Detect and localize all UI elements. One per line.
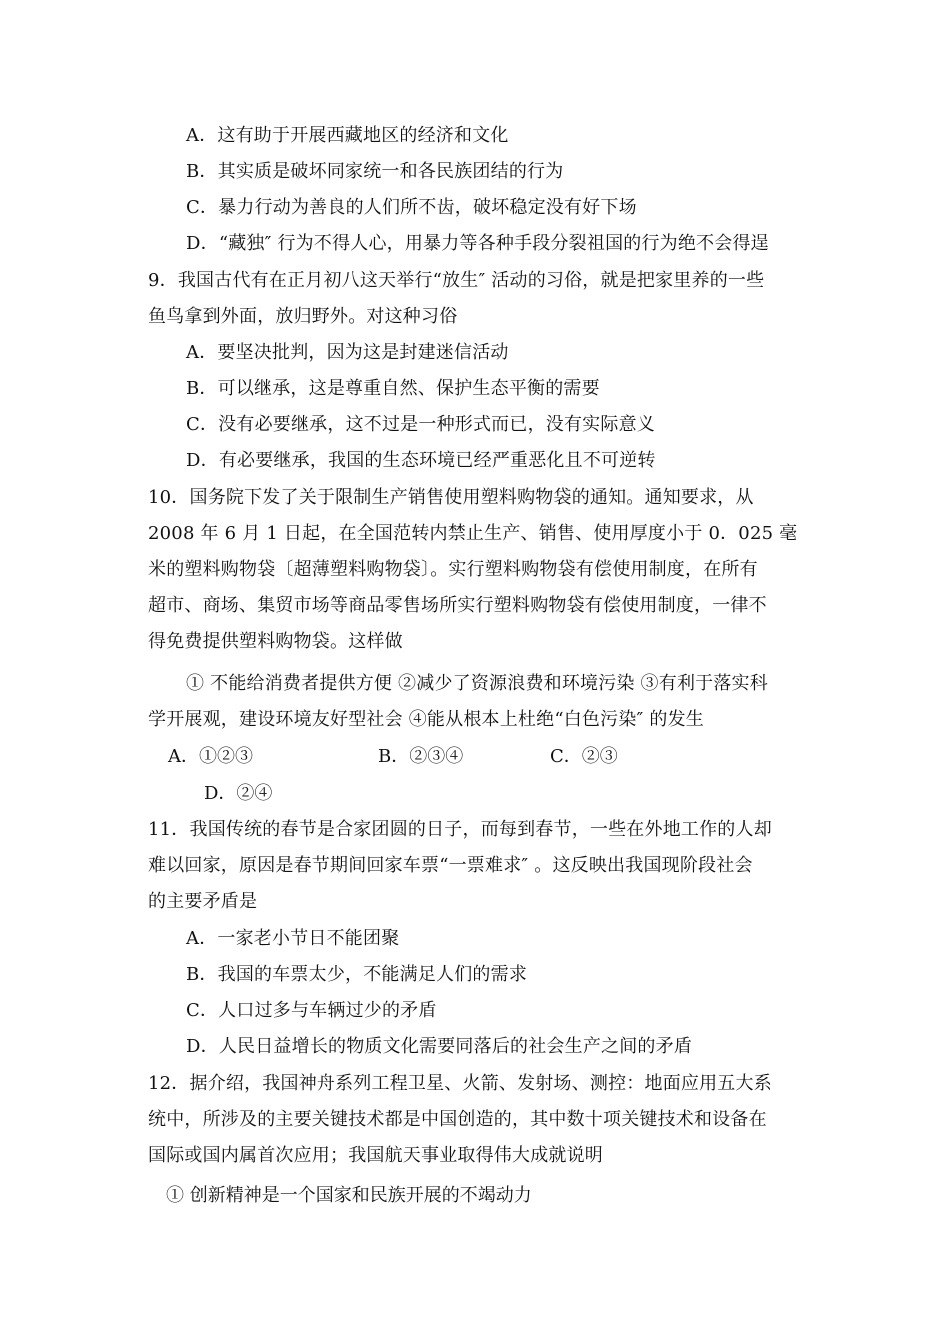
q12-statement-1: ① 创新精神是一个国家和民族开展的不竭动力 (166, 1185, 532, 1206)
q10-stem-line-3: 米的塑料购物袋〔超薄塑料购物袋〕。实行塑料购物袋有偿使用制度，在所有 (148, 559, 758, 580)
q10-stem-line-4: 超市、商场、集贸市场等商品零售场所实行塑料购物袋有偿使用制度，一律不 (148, 595, 767, 616)
q9-option-a: A．要坚决批判，因为这是封建迷信活动 (186, 342, 509, 363)
q8-option-a: A．这有助于开展西藏地区的经济和文化 (186, 125, 509, 146)
q10-statements-line-1: ① 不能给消费者提供方便 ②减少了资源浪费和环境污染 ③有利于落实科 (186, 673, 768, 694)
q8-option-d: D．“藏独″ 行为不得人心，用暴力等各种手段分裂祖国的行为绝不会得逞 (186, 233, 769, 254)
q10-stem-line-5: 得免费提供塑料购物袋。这样做 (148, 631, 403, 652)
q9-stem-line-1: 9．我国古代有在正月初八这天举行“放生″ 活动的习俗，就是把家里养的一些 (148, 270, 765, 291)
q10-stem-line-2: 2008 年 6 月 1 日起，在全国范转内禁止生产、销售、使用厚度小于 0．025 毫 (148, 523, 798, 544)
q12-stem-line-1: 12．据介绍，我国神舟系列工程卫星、火箭、发射场、测控：地面应用五大系 (148, 1073, 772, 1094)
q8-option-b: B．其实质是破坏同家统一和各民族团结的行为 (186, 161, 564, 182)
q11-stem-line-3: 的主要矛盾是 (148, 891, 258, 912)
q12-stem-line-3: 国际或国内属首次应用；我国航天事业取得伟大成就说明 (148, 1145, 603, 1166)
q9-option-b: B．可以继承，这是尊重自然、保护生态平衡的需要 (186, 378, 600, 399)
q11-option-b: B．我国的车票太少，不能满足人们的需求 (186, 964, 528, 985)
q12-stem-line-2: 统中，所涉及的主要关键技术都是中国创造的，其中数十项关键技术和设备在 (148, 1109, 767, 1130)
q9-option-c: C．没有必要继承，这不过是一种形式而已，没有实际意义 (186, 414, 655, 435)
q11-option-c: C．人口过多与车辆过少的矛盾 (186, 1000, 437, 1021)
q11-option-d: D．人民日益增长的物质文化需要同落后的社会生产之间的矛盾 (186, 1036, 693, 1057)
q10-stem-line-1: 10．国务院下发了关于限制生产销售使用塑料购物袋的通知。通知要求，从 (148, 487, 754, 508)
q11-option-a: A．一家老小节日不能团聚 (186, 928, 400, 949)
q10-option-a: A．①②③ (168, 746, 253, 767)
q11-stem-line-1: 11．我国传统的春节是合家团圆的日子，而每到春节，一些在外地工作的人却 (148, 819, 772, 840)
q8-option-c: C．暴力行动为善良的人们所不齿，破坏稳定没有好下场 (186, 197, 637, 218)
q10-option-b: B．②③④ (378, 746, 464, 767)
q9-option-d: D．有必要继承，我国的生态环境已经严重恶化且不可逆转 (186, 450, 656, 471)
q11-stem-line-2: 难以回家，原因是春节期间回家车票“一票难求″ 。这反映出我国现阶段社会 (148, 855, 753, 876)
q10-option-d: D．②④ (204, 783, 273, 804)
q9-stem-line-2: 鱼鸟拿到外面，放归野外。对这种习俗 (148, 306, 458, 327)
q10-statements-line-2: 学开展观，建设环境友好型社会 ④能从根本上杜绝“白色污染″ 的发生 (148, 709, 704, 730)
q10-option-c: C．②③ (550, 746, 618, 767)
